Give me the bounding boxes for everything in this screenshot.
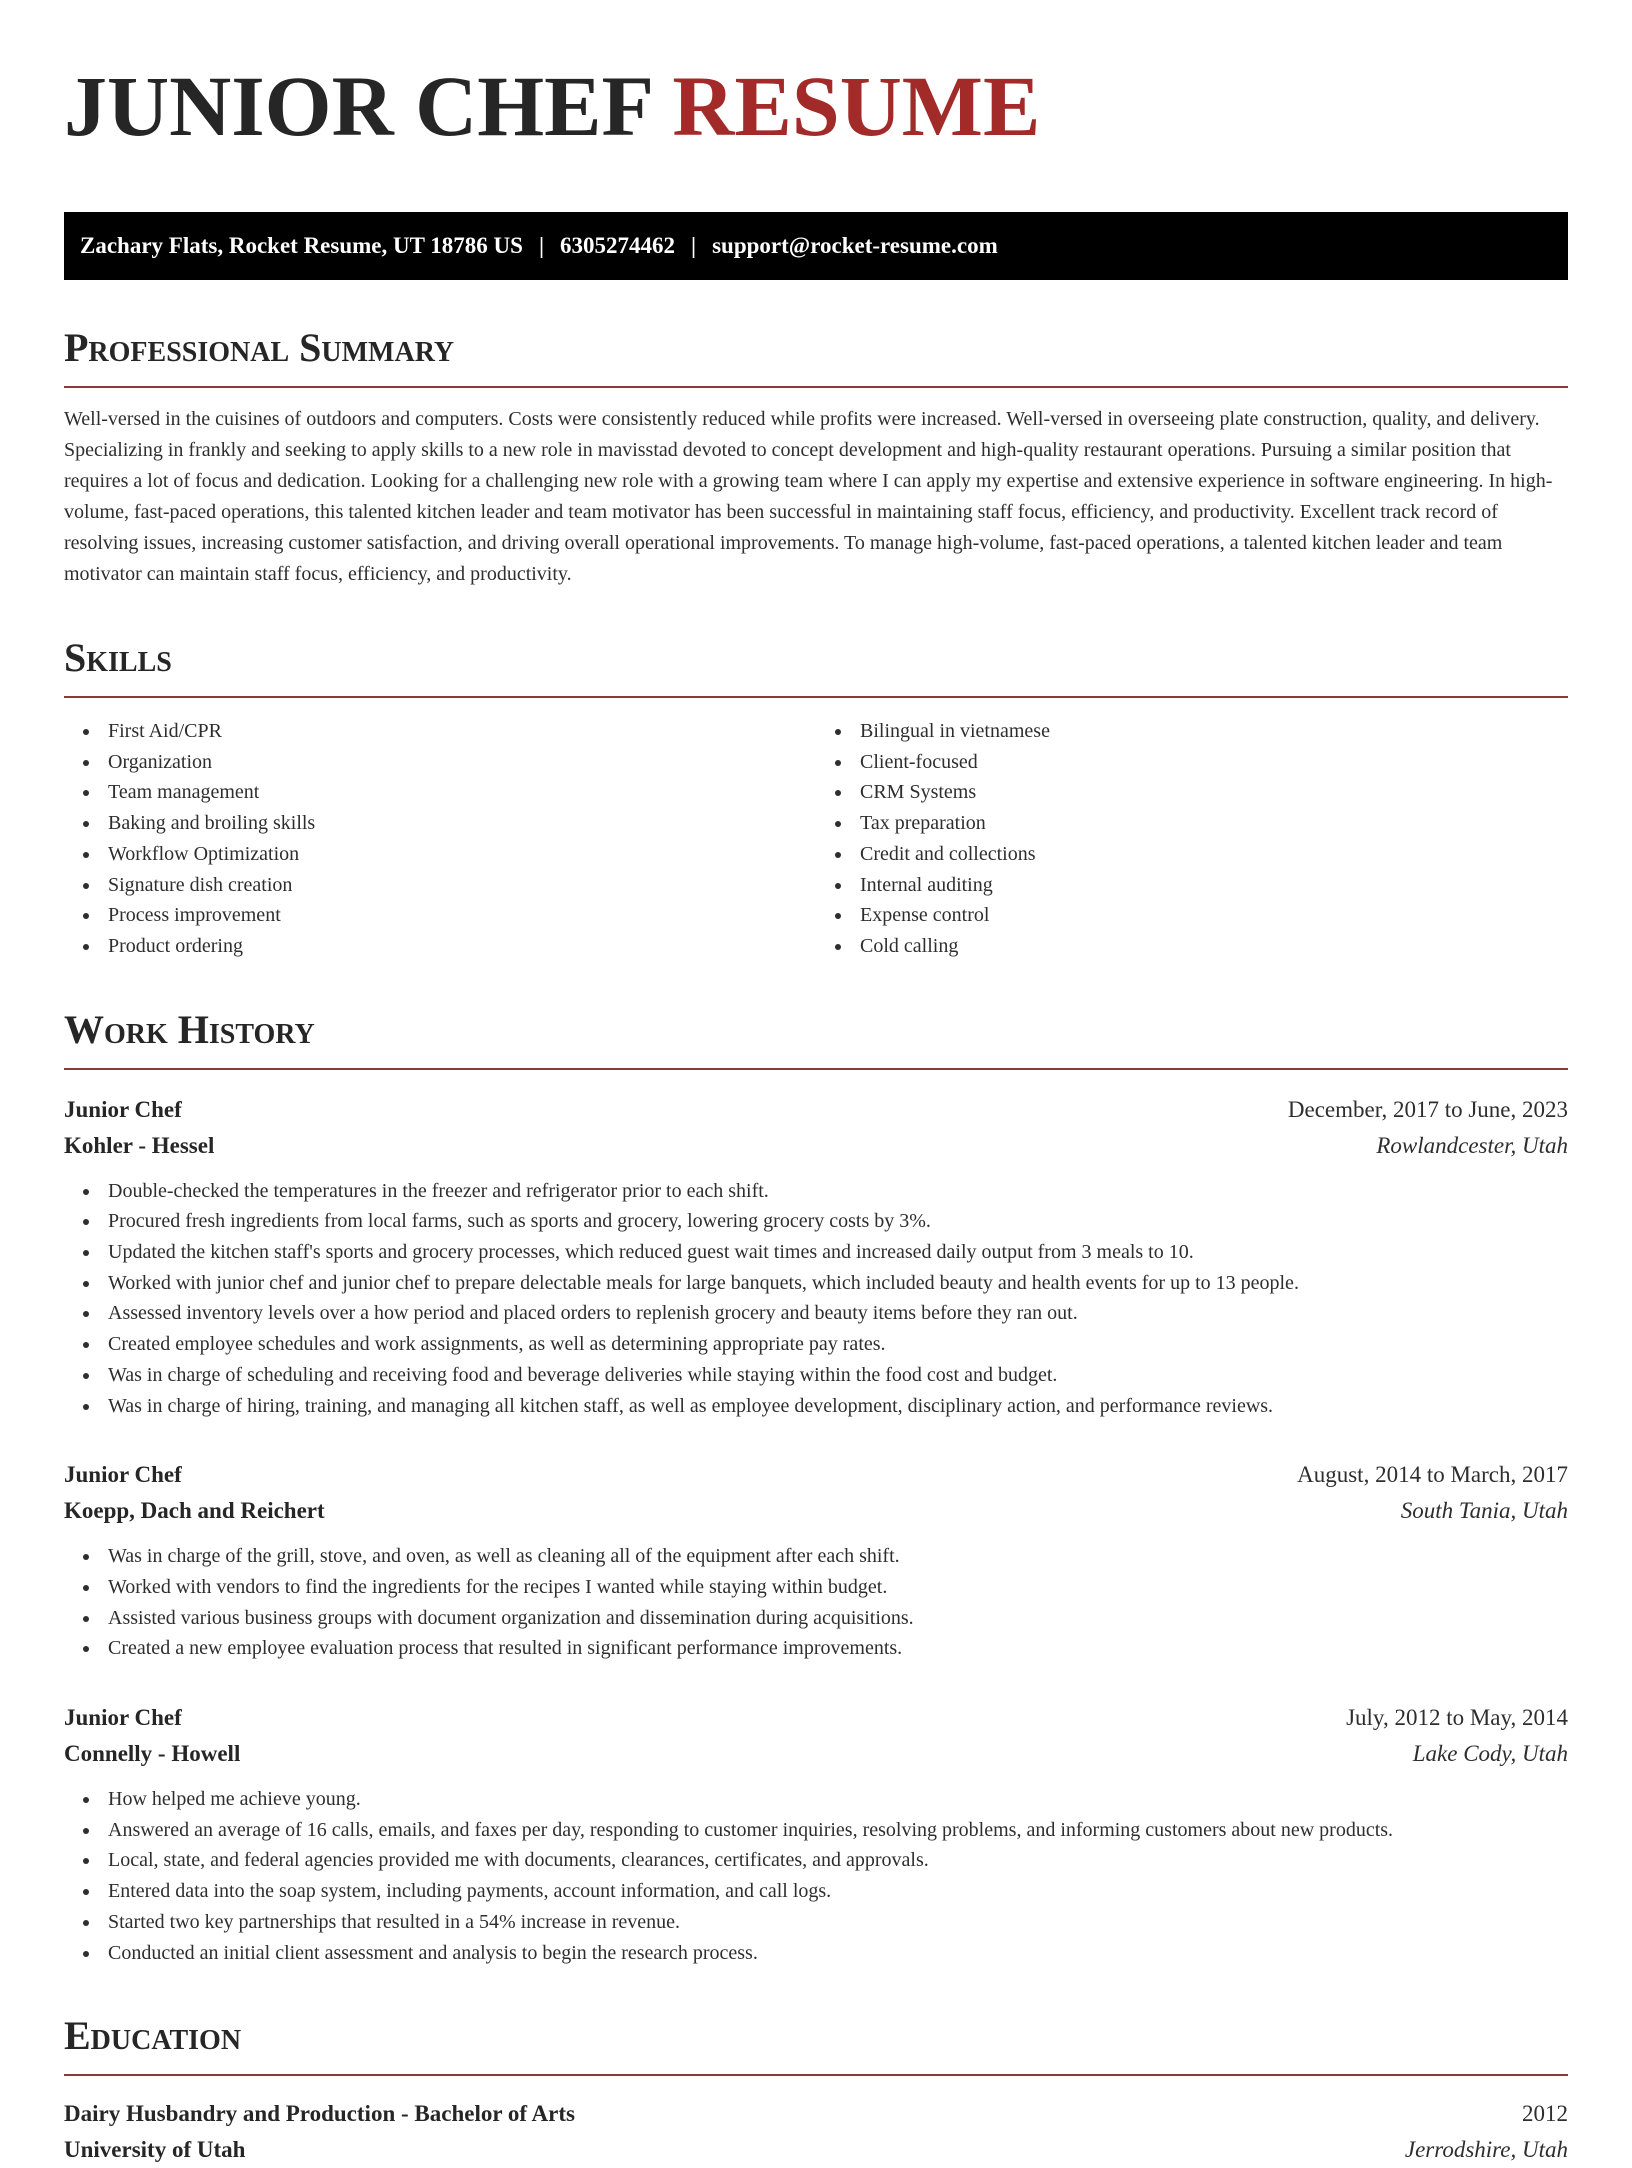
skill-item: CRM Systems — [860, 777, 1568, 808]
contact-phone: 6305274462 — [560, 233, 676, 258]
job-title: Junior Chef — [64, 1462, 182, 1488]
job-company: Connelly - Howell — [64, 1741, 241, 1767]
education-location: Jerrodshire, Utah — [1404, 2137, 1568, 2163]
skill-item: Signature dish creation — [108, 870, 816, 901]
resume-title — [64, 56, 1568, 156]
skill-item: First Aid/CPR — [108, 716, 816, 747]
job-entry — [64, 1700, 1568, 1968]
skill-item: Cold calling — [860, 931, 1568, 962]
summary-heading: Professional Summary — [64, 324, 1568, 388]
job-bullet: Was in charge of the grill, stove, and oven, as well as cleaning all of the equipment after each shift. — [108, 1541, 1568, 1572]
job-bullet: Started two key partnerships that resulted in a 54% increase in revenue. — [108, 1907, 1568, 1938]
job-bullet: Assessed inventory levels over a how period and placed orders to replenish grocery and beauty items before they ran out. — [108, 1298, 1568, 1329]
job-bullet: Worked with vendors to find the ingredients for the recipes I wanted while staying within budget. — [108, 1572, 1568, 1603]
education-degree: Dairy Husbandry and Production - Bachelor of Arts — [64, 2101, 575, 2127]
skills-list-left — [64, 716, 816, 962]
education-year: 2012 — [1522, 2101, 1568, 2127]
job-bullet: Double-checked the temperatures in the freezer and refrigerator prior to each shift. — [108, 1176, 1568, 1207]
job-title: Junior Chef — [64, 1705, 182, 1731]
skill-item: Process improvement — [108, 900, 816, 931]
job-bullet: Created a new employee evaluation process that resulted in significant performance improvements. — [108, 1633, 1568, 1664]
job-company: Kohler - Hessel — [64, 1132, 215, 1158]
skill-item: Credit and collections — [860, 839, 1568, 870]
job-bullets — [64, 1541, 1568, 1664]
job-bullet: Worked with junior chef and junior chef to prepare delectable meals for large banquets, which included beauty and health events for up to 13 people. — [108, 1268, 1568, 1299]
job-dates: July, 2012 to May, 2014 — [1346, 1705, 1568, 1731]
job-title: Junior Chef — [64, 1096, 182, 1122]
skill-item: Bilingual in vietnamese — [860, 716, 1568, 747]
job-bullets — [64, 1784, 1568, 1968]
job-location: Lake Cody, Utah — [1412, 1741, 1568, 1767]
job-dates: August, 2014 to March, 2017 — [1297, 1462, 1568, 1488]
job-company: Koepp, Dach and Reichert — [64, 1498, 325, 1524]
summary-text: Well-versed in the cuisines of outdoors and computers. Costs were consistently reduced while profits were increased. Well-versed in overseeing plate construction, quality, and delivery. Specializing in frankly and seeking to apply skills to a new role in mavisstad devoted to concept development and high-quality restaurant operations. Pursuing a similar position that requires a lot of focus and dedication. Looking for a challenging new role with a growing team where I can apply my expertise and extensive experience in software engineering. In high-volume, fast-paced operations, this talented kitchen leader and team motivator has been successful in maintaining staff focus, efficiency, and productivity. Excellent track record of resolving issues, increasing customer satisfaction, and driving overall operational improvements. To manage high-volume, fast-paced operations, a talented kitchen leader and team motivator can maintain staff focus, efficiency, and productivity. — [64, 408, 1553, 585]
skill-item: Client-focused — [860, 747, 1568, 778]
skill-item: Team management — [108, 777, 816, 808]
skills-grid — [64, 716, 1568, 962]
skill-item: Organization — [108, 747, 816, 778]
skill-item: Baking and broiling skills — [108, 808, 816, 839]
job-bullet: Assisted various business groups with document organization and dissemination during acquisitions. — [108, 1603, 1568, 1634]
job-bullet: Updated the kitchen staff's sports and grocery processes, which reduced guest wait times and increased daily output from 3 meals to 10. — [108, 1237, 1568, 1268]
title-main: JUNIOR CHEF — [64, 58, 651, 154]
job-bullet: Conducted an initial client assessment and analysis to begin the research process. — [108, 1938, 1568, 1969]
job-dates: December, 2017 to June, 2023 — [1287, 1096, 1568, 1122]
job-bullet: Was in charge of hiring, training, and managing all kitchen staff, as well as employee development, disciplinary action, and performance reviews. — [108, 1391, 1568, 1422]
job-bullet: How helped me achieve young. — [108, 1784, 1568, 1815]
skill-item: Internal auditing — [860, 870, 1568, 901]
job-location: South Tania, Utah — [1400, 1498, 1568, 1524]
skill-item: Tax preparation — [860, 808, 1568, 839]
job-bullets — [64, 1176, 1568, 1422]
job-bullet: Answered an average of 16 calls, emails, and faxes per day, responding to customer inquiries, resolving problems, and informing customers about new products. — [108, 1815, 1568, 1846]
contact-address: Zachary Flats, Rocket Resume, UT 18786 US — [80, 233, 523, 258]
job-location: Rowlandcester, Utah — [1376, 1132, 1568, 1158]
job-bullet: Was in charge of scheduling and receiving food and beverage deliveries while staying within the food cost and budget. — [108, 1360, 1568, 1391]
skill-item: Workflow Optimization — [108, 839, 816, 870]
education-entry — [64, 2096, 1568, 2168]
job-entry — [64, 1092, 1568, 1422]
job-bullet: Entered data into the soap system, including payments, account information, and call logs. — [108, 1876, 1568, 1907]
job-entry — [64, 1457, 1568, 1664]
contact-separator: | — [538, 233, 545, 258]
contact-separator: | — [691, 233, 697, 258]
skills-list-right — [816, 716, 1568, 962]
education-school: University of Utah — [64, 2137, 246, 2163]
contact-bar — [64, 212, 1568, 280]
job-bullet: Procured fresh ingredients from local farms, such as sports and grocery, lowering grocery costs by 3%. — [108, 1206, 1568, 1237]
title-accent: RESUME — [672, 58, 1041, 154]
skill-item: Expense control — [860, 900, 1568, 931]
education-heading: Education — [64, 2012, 1568, 2076]
skills-heading: Skills — [64, 634, 1568, 698]
work-history-heading: Work History — [64, 1006, 1568, 1070]
job-bullet: Local, state, and federal agencies provided me with documents, clearances, certificates, and approvals. — [108, 1845, 1568, 1876]
job-bullet: Created employee schedules and work assignments, as well as determining appropriate pay rates. — [108, 1329, 1568, 1360]
contact-email: support@rocket-resume.com — [712, 233, 998, 258]
skill-item: Product ordering — [108, 931, 816, 962]
